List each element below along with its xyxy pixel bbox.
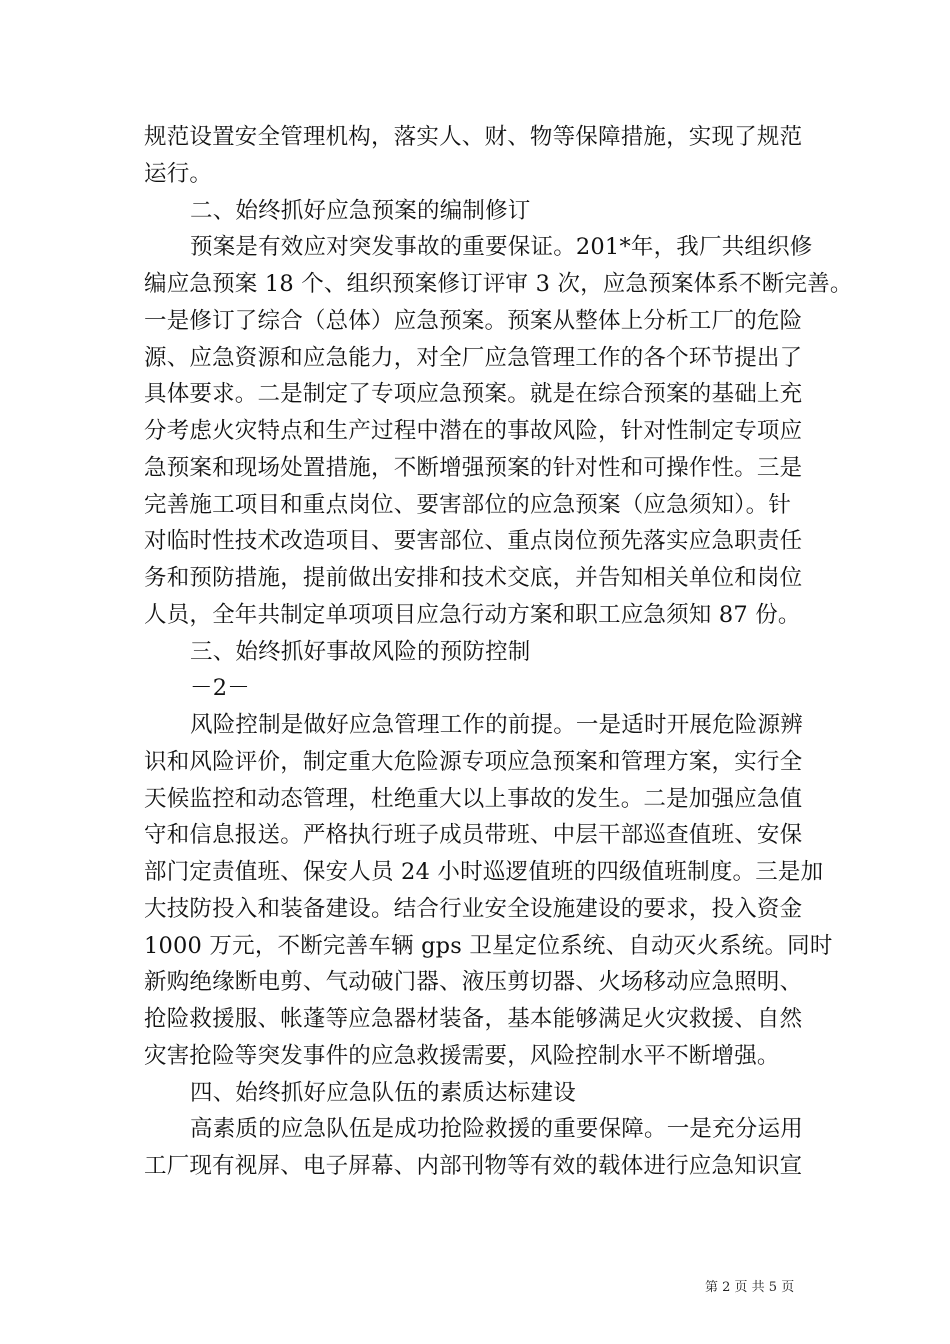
text-line: －2－ xyxy=(190,675,250,702)
text-line: 人员，全年共制定单项项目应急行动方案和职工应急须知 87 份。 xyxy=(144,601,801,628)
text-line: 运行。 xyxy=(144,160,213,187)
text-line: 天候监控和动态管理，杜绝重大以上事故的发生。二是加强应急值 xyxy=(144,785,803,812)
text-line: 分考虑火灾特点和生产过程中潜在的事故风险，针对性制定专项应 xyxy=(144,418,803,444)
text-line: 风险控制是做好应急管理工作的前提。一是适时开展危险源辨 xyxy=(190,712,803,738)
text-line: 三、始终抓好事故风险的预防控制 xyxy=(190,638,531,665)
text-line: 对临时性技术改造项目、要害部位、重点岗位预先落实应急职责任 xyxy=(144,528,803,555)
text-line: 规范设置安全管理机构，落实人、财、物等保障措施，实现了规范 xyxy=(144,124,803,150)
text-line: 识和风险评价，制定重大危险源专项应急预案和管理方案，实行全 xyxy=(144,748,803,775)
page-number-footer: 第 2 页 共 5 页 xyxy=(705,1280,795,1295)
text-line: 新购绝缘断电剪、气动破门器、液压剪切器、火场移动应急照明、 xyxy=(144,969,803,996)
text-line: 1000 万元，不断完善车辆 gps 卫星定位系统、自动灭火系统。同时 xyxy=(144,932,833,959)
text-line: 大技防投入和装备建设。结合行业安全设施建设的要求，投入资金 xyxy=(144,895,803,922)
text-line: 源、应急资源和应急能力，对全厂应急管理工作的各个环节提出了 xyxy=(144,344,803,371)
text-line: 部门定责值班、保安人员 24 小时巡逻值班的四级值班制度。三是加 xyxy=(144,859,824,885)
text-line: 高素质的应急队伍是成功抢险救援的重要保障。一是充分运用 xyxy=(190,1116,803,1143)
text-line: 务和预防措施，提前做出安排和技术交底，并告知相关单位和岗位 xyxy=(144,565,803,591)
text-line: 具体要求。二是制定了专项应急预案。就是在综合预案的基础上充 xyxy=(144,381,803,408)
text-line: 急预案和现场处置措施，不断增强预案的针对性和可操作性。三是 xyxy=(144,454,803,481)
text-line: 二、始终抓好应急预案的编制修订 xyxy=(190,197,531,224)
text-line: 完善施工项目和重点岗位、要害部位的应急预案（应急须知）。针 xyxy=(144,491,792,518)
text-line: 编应急预案 18 个、组织预案修订评审 3 次，应急预案体系不断完善。 xyxy=(144,271,853,297)
text-line: 灾害抢险等突发事件的应急救援需要，风险控制水平不断增强。 xyxy=(144,1042,780,1069)
text-line: 抢险救援服、帐蓬等应急器材装备，基本能够满足火灾救援、自然 xyxy=(144,1006,803,1032)
text-line: 预案是有效应对突发事故的重要保证。201*年，我厂共组织修 xyxy=(190,234,813,261)
text-line: 工厂现有视屏、电子屏幕、内部刊物等有效的载体进行应急知识宣 xyxy=(144,1153,803,1179)
text-line: 四、始终抓好应急队伍的素质达标建设 xyxy=(190,1079,576,1106)
text-line: 守和信息报送。严格执行班子成员带班、中层干部巡查值班、安保 xyxy=(144,822,803,849)
text-line: 一是修订了综合（总体）应急预案。预案从整体上分析工厂的危险 xyxy=(144,307,803,334)
